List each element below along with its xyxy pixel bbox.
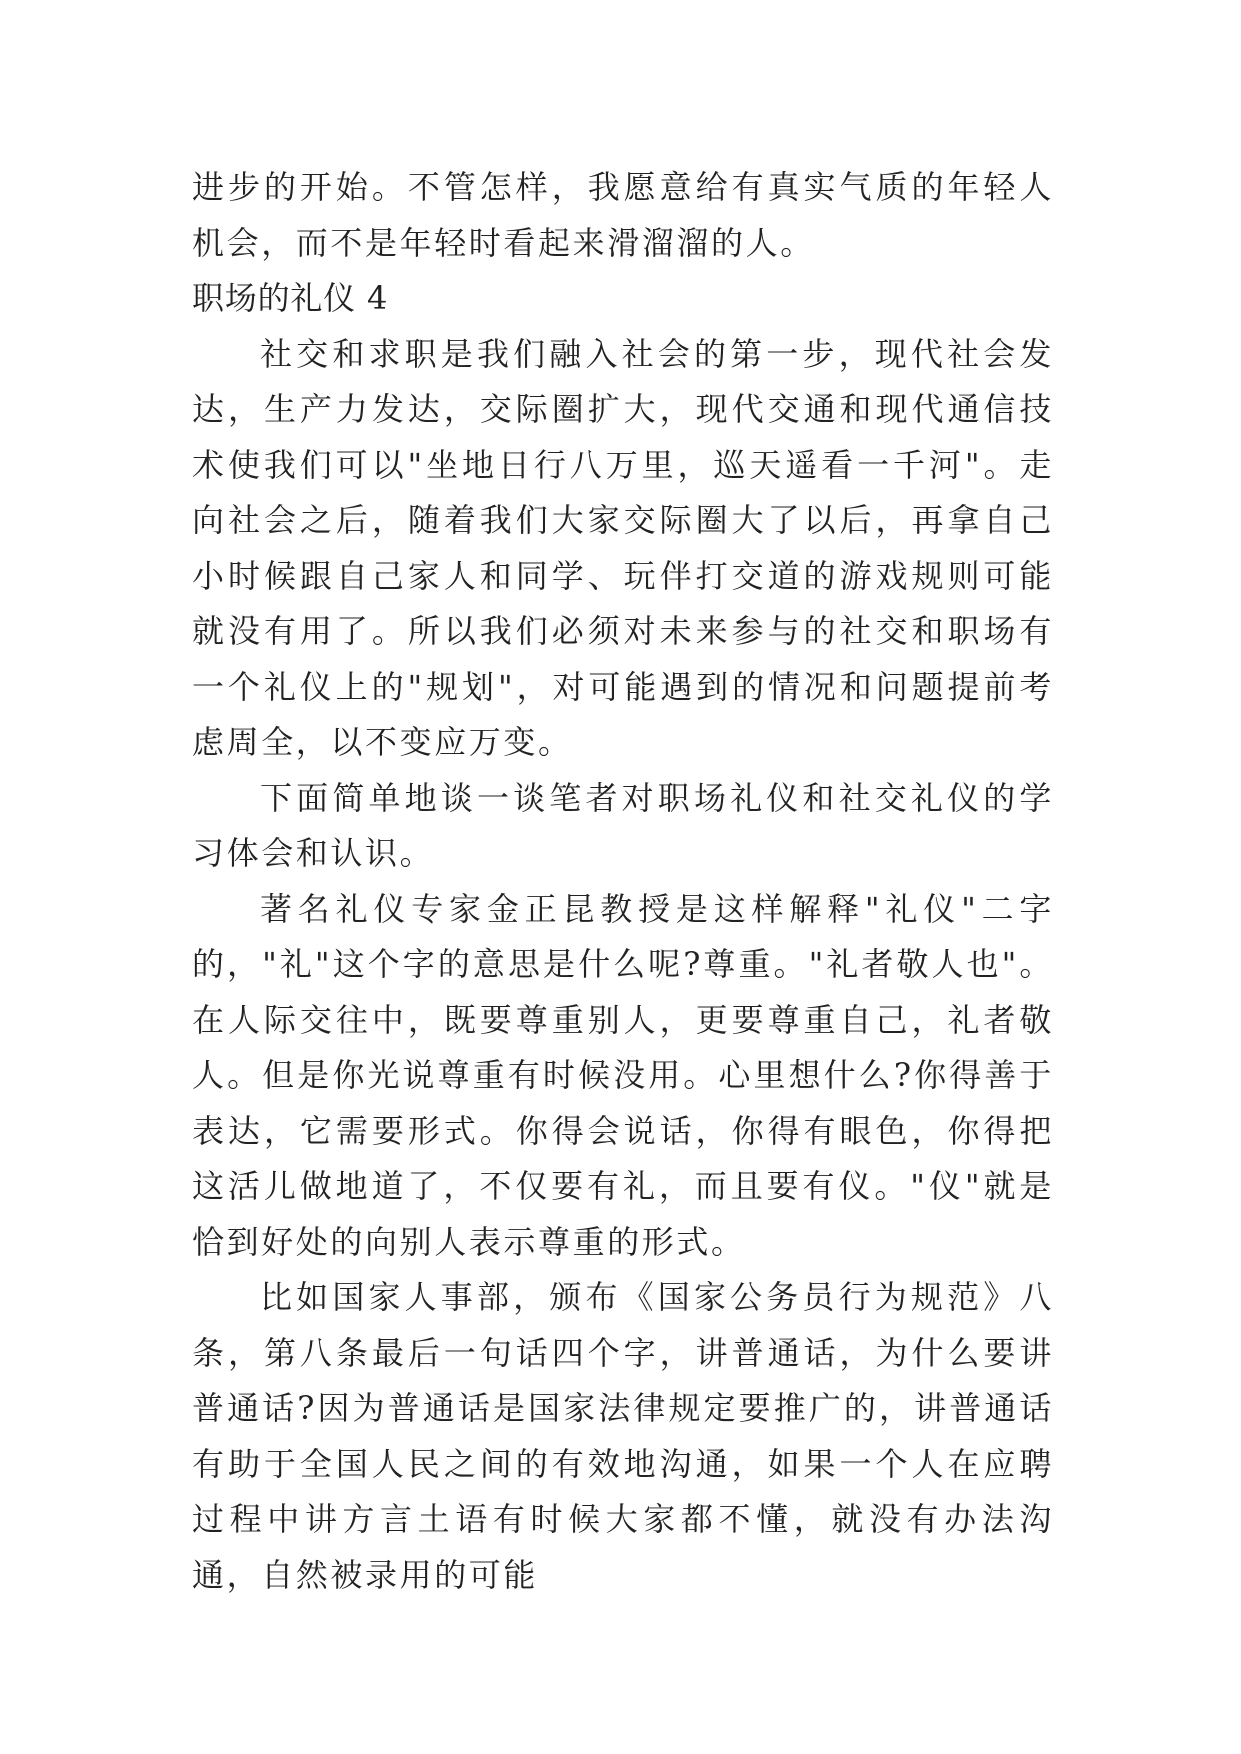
body-paragraph: 社交和求职是我们融入社会的第一步，现代社会发达，生产力发达，交际圈扩大，现代交通和现代通信技术使我们可以"坐地日行八万里，巡天遥看一千河"。走向社会之后，随着我们大家交际圈大了以后，再拿自己小时候跟自己家人和同学、玩伴打交道的游戏规则可能就没有用了。所以我们必须对未来参与的社交和职场有一个礼仪上的"规划"，对可能遇到的情况和问题提前考虑周全，以不变应万变。 [192,334,1054,761]
document-body [192,160,1054,1603]
body-paragraph: 下面简单地谈一谈笔者对职场礼仪和社交礼仪的学习体会和认识。 [192,778,1054,872]
continuation-paragraph: 进步的开始。不管怎样，我愿意给有真实气质的年轻人机会，而不是年轻时看起来滑溜溜的人。 [192,168,1054,262]
body-paragraph: 比如国家人事部，颁布《国家公务员行为规范》八条，第八条最后一句话四个字，讲普通话，为什么要讲普通话?因为普通话是国家法律规定要推广的，讲普通话有助于全国人民之间的有效地沟通，如果一个人在应聘过程中讲方言土语有时候大家都不懂，就没有办法沟通，自然被录用的可能 [192,1278,1054,1594]
body-paragraph: 著名礼仪专家金正昆教授是这样解释"礼仪"二字的，"礼"这个字的意思是什么呢?尊重。"礼者敬人也"。在人际交往中，既要尊重别人，更要尊重自己，礼者敬人。但是你光说尊重有时候没用。心里想什么?你得善于表达，它需要形式。你得会说话，你得有眼色，你得把这活儿做地道了，不仅要有礼，而且要有仪。"仪"就是恰到好处的向别人表示尊重的形式。 [192,889,1054,1261]
section-heading: 职场的礼仪 4 [192,279,389,317]
